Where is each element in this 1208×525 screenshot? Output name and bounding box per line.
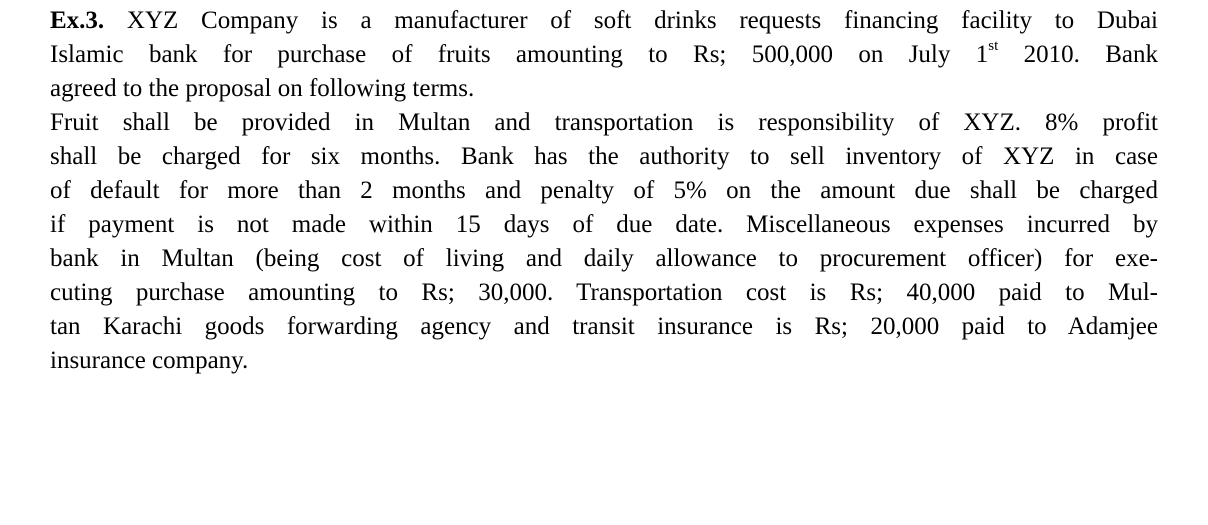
para2-line-4: if payment is not made within 15 days of due date. Miscellaneous expenses incurred by — [50, 211, 1158, 238]
para2-line-5: bank in Multan (being cost of living and daily allowance to procurement officer) for exe- — [50, 245, 1158, 272]
para2-line-2: shall be charged for six months. Bank has the authority to sell inventory of XYZ in case — [50, 143, 1158, 170]
exercise-label: Ex.3. — [50, 7, 105, 34]
line-2 — [50, 38, 1158, 72]
para2-line-8: insurance company. — [50, 347, 249, 374]
para2-line-3: of default for more than 2 months and penalty of 5% on the amount due shall be charged — [50, 177, 1158, 204]
para2-line-1: Fruit shall be provided in Multan and transportation is responsibility of XYZ. 8% profit — [50, 109, 1158, 136]
para1-line-1: XYZ Company is a manufacturer of soft drinks requests financing facility to Dubai — [104, 7, 1158, 34]
para1-line-2b: 2010. Bank — [998, 41, 1158, 68]
exercise-text — [50, 4, 1158, 378]
para1-line-3: agreed to the proposal on following terms. — [50, 75, 475, 102]
superscript-st: st — [988, 37, 999, 54]
para1-line-2a: Islamic bank for purchase of fruits amounting to Rs; 500,000 on July 1 — [50, 41, 989, 68]
para2-line-7: tan Karachi goods forwarding agency and transit insurance is Rs; 20,000 paid to Adamjee — [50, 313, 1158, 340]
line-1 — [50, 4, 1158, 38]
para2-line-6: cuting purchase amounting to Rs; 30,000. Transportation cost is Rs; 40,000 paid to Mul- — [50, 279, 1158, 306]
